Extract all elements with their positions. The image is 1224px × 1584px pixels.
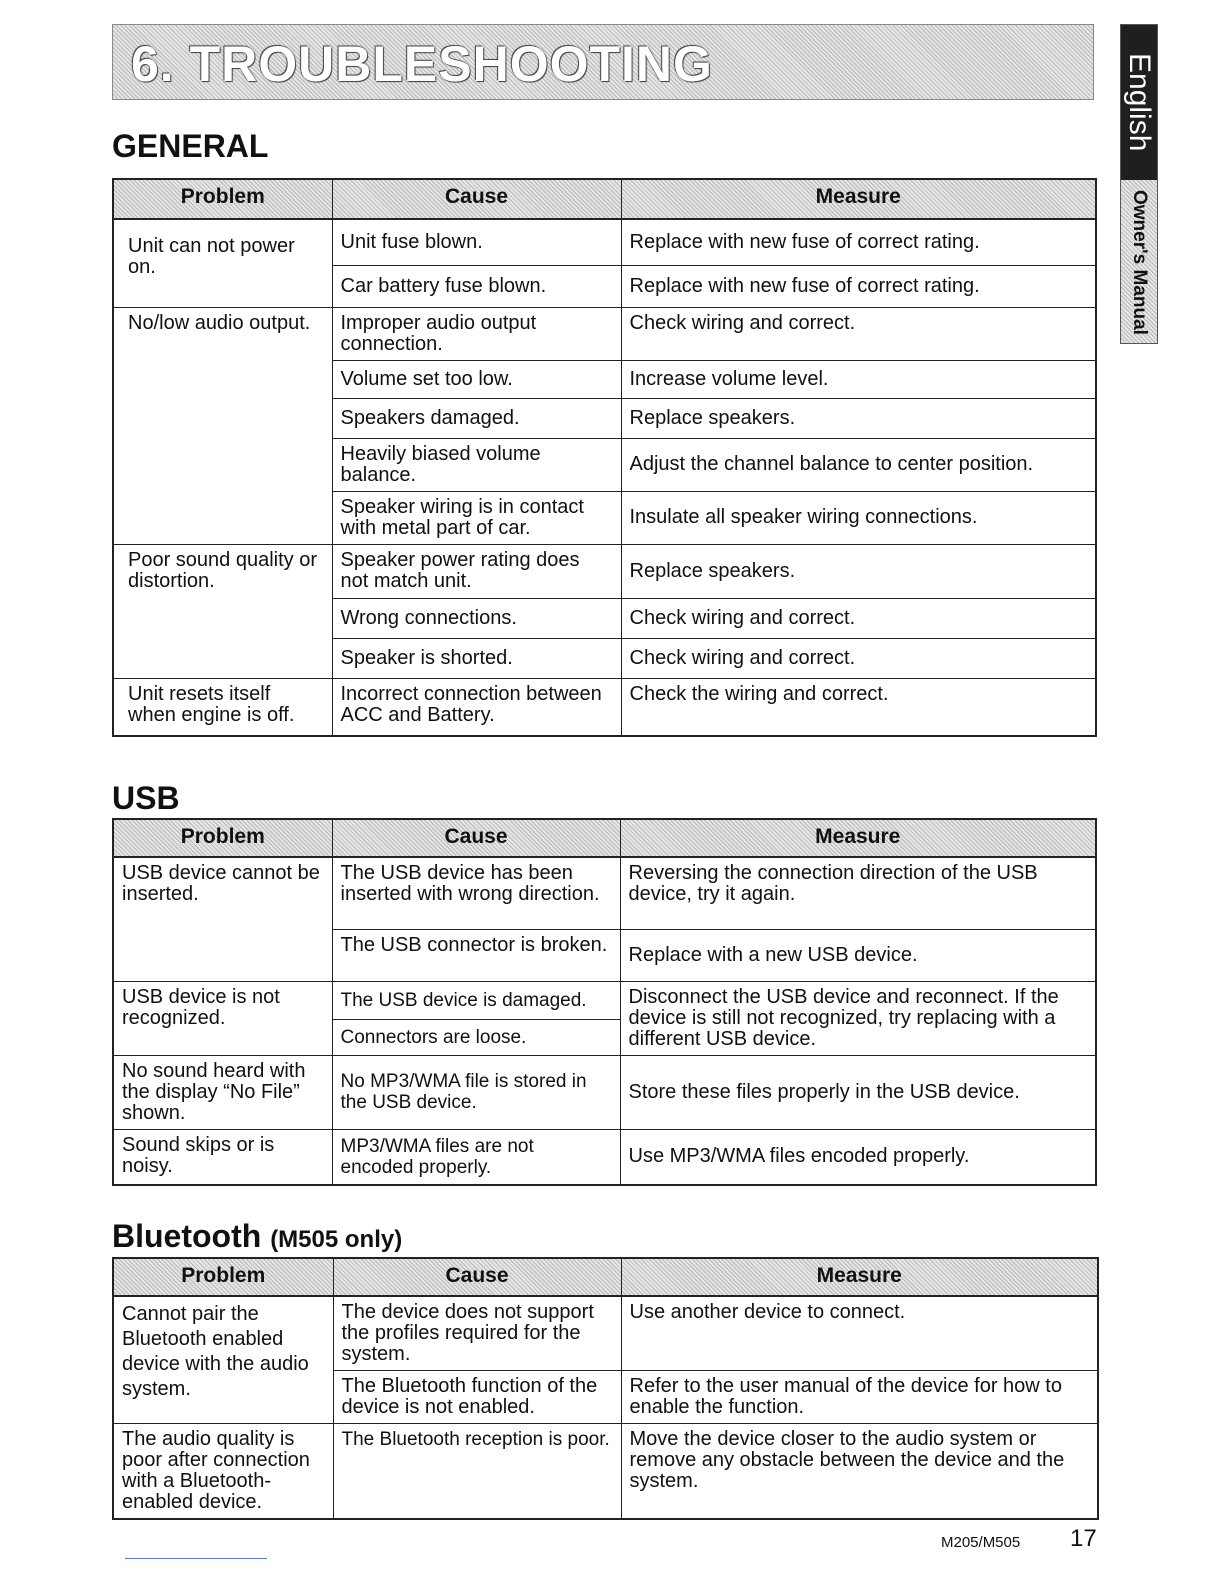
page-number: 17 — [1070, 1525, 1097, 1552]
cause-cell: The USB device is damaged. — [332, 981, 620, 1019]
cause-cell: No MP3/WMA file is stored in the USB device. — [332, 1055, 620, 1129]
measure-cell: Move the device closer to the audio system or remove any obstacle between the device and the system. — [621, 1424, 1098, 1520]
table-row — [113, 544, 1096, 598]
measure-cell: Replace with new fuse of correct rating. — [621, 265, 1096, 307]
col-header-measure: Measure — [621, 1258, 1098, 1296]
col-header-problem: Problem — [113, 1258, 333, 1296]
col-header-cause: Cause — [332, 179, 621, 219]
problem-cell: USB device is not recognized. — [113, 981, 332, 1055]
bluetooth-table — [112, 1257, 1099, 1520]
measure-cell: Replace speakers. — [621, 398, 1096, 438]
cause-cell: Improper audio output connection. — [332, 307, 621, 360]
cause-cell: Car battery fuse blown. — [332, 265, 621, 307]
measure-cell: Adjust the channel balance to center position. — [621, 438, 1096, 491]
problem-cell: Unit can not power on. — [113, 219, 332, 307]
table-row — [113, 981, 1096, 1019]
usb-table — [112, 818, 1097, 1186]
cause-cell: Heavily biased volume balance. — [332, 438, 621, 491]
measure-cell: Replace with a new USB device. — [620, 929, 1096, 981]
measure-cell: Use another device to connect. — [621, 1296, 1098, 1371]
cause-cell: Unit fuse blown. — [332, 219, 621, 265]
measure-cell: Reversing the connection direction of the USB device, try it again. — [620, 857, 1096, 929]
cause-cell: Speaker power rating does not match unit. — [332, 544, 621, 598]
problem-cell: USB device cannot be inserted. — [113, 857, 332, 981]
measure-cell: Replace with new fuse of correct rating. — [621, 219, 1096, 265]
table-row — [113, 1296, 1098, 1371]
problem-cell: Poor sound quality or distortion. — [113, 544, 332, 678]
col-header-cause: Cause — [333, 1258, 621, 1296]
cause-cell: The Bluetooth function of the device is not enabled. — [333, 1371, 621, 1424]
cause-cell: Connectors are loose. — [332, 1019, 620, 1055]
measure-cell: Check wiring and correct. — [621, 307, 1096, 360]
side-tab-manual: Owner's Manual — [1129, 190, 1150, 335]
problem-cell: The audio quality is poor after connection with a Bluetooth-enabled device. — [113, 1424, 333, 1520]
footer-divider — [125, 1558, 267, 1559]
page-title: 6. TROUBLESHOOTING — [131, 36, 713, 92]
bluetooth-heading-title: Bluetooth — [112, 1218, 262, 1254]
cause-cell: Volume set too low. — [332, 360, 621, 398]
problem-cell: Cannot pair the Bluetooth enabled device with the audio system. — [113, 1296, 333, 1424]
cause-cell: The USB connector is broken. — [332, 929, 620, 981]
table-row — [113, 219, 1096, 265]
measure-cell: Increase volume level. — [621, 360, 1096, 398]
cause-cell: Speaker wiring is in contact with metal part of car. — [332, 491, 621, 544]
problem-cell: No/low audio output. — [113, 307, 332, 544]
general-heading: GENERAL — [112, 128, 269, 164]
col-header-measure: Measure — [620, 819, 1096, 857]
table-row — [113, 307, 1096, 360]
col-header-measure: Measure — [621, 179, 1096, 219]
table-row — [113, 1055, 1096, 1129]
cause-cell: The device does not support the profiles required for the system. — [333, 1296, 621, 1371]
col-header-problem: Problem — [113, 819, 332, 857]
general-table — [112, 178, 1097, 737]
measure-cell: Check wiring and correct. — [621, 638, 1096, 678]
measure-cell: Check wiring and correct. — [621, 598, 1096, 638]
measure-cell: Check the wiring and correct. — [621, 678, 1096, 736]
table-row — [113, 1424, 1098, 1520]
problem-cell: No sound heard with the display “No File” shown. — [113, 1055, 332, 1129]
side-tab — [1120, 24, 1158, 344]
bluetooth-heading — [112, 1218, 402, 1255]
measure-cell: Store these files properly in the USB device. — [620, 1055, 1096, 1129]
cause-cell: Incorrect connection between ACC and Battery. — [332, 678, 621, 736]
cause-cell: The USB device has been inserted with wrong direction. — [332, 857, 620, 929]
side-tab-language: English — [1123, 53, 1156, 152]
col-header-cause: Cause — [332, 819, 620, 857]
problem-cell: Sound skips or is noisy. — [113, 1129, 332, 1185]
table-row — [113, 678, 1096, 736]
table-row — [113, 1129, 1096, 1185]
cause-cell: Wrong connections. — [332, 598, 621, 638]
measure-cell: Refer to the user manual of the device for how to enable the function. — [621, 1371, 1098, 1424]
measure-cell: Use MP3/WMA files encoded properly. — [620, 1129, 1096, 1185]
cause-cell: Speaker is shorted. — [332, 638, 621, 678]
col-header-problem: Problem — [113, 179, 332, 219]
title-banner — [112, 24, 1094, 100]
cause-cell: MP3/WMA files are not encoded properly. — [332, 1129, 620, 1185]
bluetooth-heading-note: (M505 only) — [270, 1226, 403, 1253]
cause-cell: Speakers damaged. — [332, 398, 621, 438]
measure-cell: Insulate all speaker wiring connections. — [621, 491, 1096, 544]
usb-heading: USB — [112, 780, 180, 816]
measure-cell: Replace speakers. — [621, 544, 1096, 598]
footer-model: M205/M505 — [941, 1534, 1021, 1551]
measure-cell: Disconnect the USB device and reconnect. If the device is still not recognized, try replacing with a different USB device. — [620, 981, 1096, 1055]
table-row — [113, 857, 1096, 929]
problem-cell: Unit resets itself when engine is off. — [113, 678, 332, 736]
cause-cell: The Bluetooth reception is poor. — [333, 1424, 621, 1520]
